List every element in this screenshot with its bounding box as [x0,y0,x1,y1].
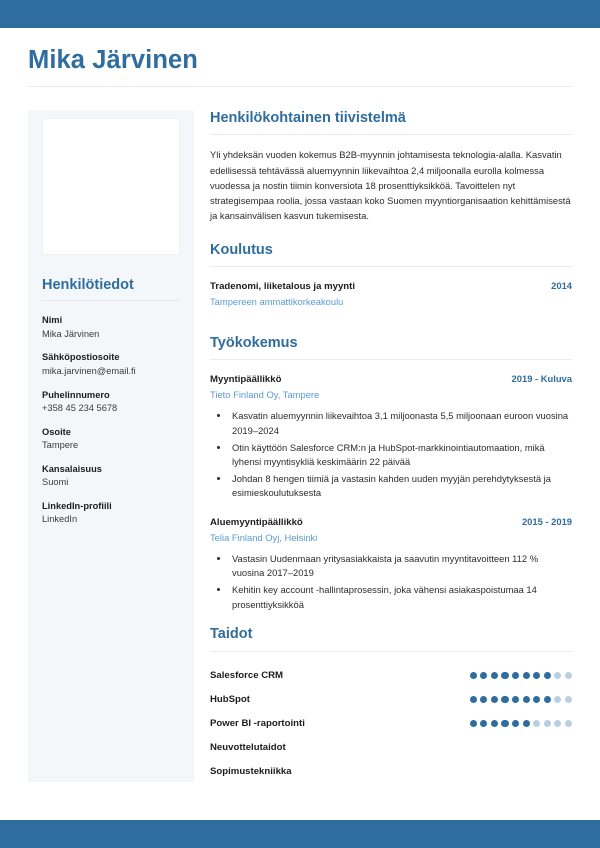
section-divider-summary [210,134,572,135]
summary-text: Yli yhdeksän vuoden kokemus B2B-myynnin johtamisesta teknologia-alalla. Kasvatin edellisessä tehtävässä aluemyynnin liikevaihtoa 2,4 miljoonalla eurolla kolmessa vuodessa ja nostin tiimin konversiota 18 prosenttiyksikköä. Tavoittelen nyt strategisempaa roolia, jossa vastaan koko Suomen myyntiorganisaation kehittämisestä ja kansainvälisen kasvun tukemisesta. [210,149,571,222]
sidebar-section-heading-personal-details: Henkilötiedot [42,277,134,293]
rating-dot-filled [480,672,487,679]
entry-bullet: • Kasvatin aluemyynnin liikevaihtoa 3,1 miljoonasta 5,5 miljoonaan euroon vuosina 2019–2024 [230,409,572,438]
skill-row [210,760,572,784]
skill-row [210,736,572,760]
name-block [28,46,572,87]
entry-date-range: 2014 [551,279,572,291]
spacer-education-experience [210,315,572,335]
personal-detail-field [42,463,180,489]
skill-name: Neuvottelutaidot [210,742,286,754]
rating-dot-filled [480,720,487,727]
skill-rating-dots [470,696,572,703]
rating-dot-filled [491,696,498,703]
entry-bullet: • Vastasin Uudenmaan yritysasiakkaista ja saavutin myyntitavoitteen 112 % vuosina 2017–2019 [230,552,572,581]
rating-dot-filled [523,696,530,703]
experience-entry-list [210,372,572,612]
rating-dot-filled [480,696,487,703]
entry-bullet: • Kehitin key account -hallintaprosessin, joka vähensi asiakaspoistumaa 14 prosenttiyksikköä [230,583,572,612]
rating-dot-filled [512,672,519,679]
entry-organization: Tieto Finland Oy, Tampere [210,389,320,401]
rating-dot-filled [533,696,540,703]
section-heading-summary: Henkilökohtainen tiivistelmä [210,110,406,126]
entry-header-row [210,279,572,294]
section-education [210,242,572,309]
sidebar-heading-divider [42,300,180,301]
personal-detail-value: Mika Järvinen [42,328,100,339]
education-entry [210,279,572,309]
personal-detail-value: mika.jarvinen@email.fi [42,366,136,377]
profile-photo-placeholder[interactable] [42,118,180,255]
personal-detail-label: Puhelinnumero [42,389,110,400]
personal-detail-label: Nimi [42,315,63,326]
rating-dot-empty [554,696,561,703]
rating-dot-filled [470,720,477,727]
section-experience [210,335,572,612]
rating-dot-empty [554,672,561,679]
rating-dot-filled [523,720,530,727]
entry-title: Tradenomi, liiketalous ja myynti [210,280,356,292]
section-divider-experience [210,359,572,360]
entry-date-range: 2019 - Kuluva [511,373,572,385]
rating-dot-filled [512,720,519,727]
entry-title: Aluemyyntipäällikkö [210,516,303,528]
skill-row [210,688,572,712]
entry-header-row [210,515,572,530]
personal-details-list [42,314,180,526]
personal-detail-label: Sähköpostiosoite [42,352,120,363]
skill-row [210,664,572,688]
rating-dot-empty [565,720,572,727]
rating-dot-filled [544,696,551,703]
skill-row [210,712,572,736]
personal-detail-field [42,389,180,415]
personal-detail-value: Suomi [42,477,69,488]
section-heading-education: Koulutus [210,241,273,258]
section-personal-summary [210,110,572,224]
rating-dot-filled [470,696,477,703]
entry-title: Myyntipäällikkö [210,374,282,386]
entry-bullet-list [210,552,572,612]
section-heading-skills: Taidot [210,626,253,643]
rating-dot-filled [523,672,530,679]
section-skills [210,626,572,783]
personal-detail-label: Osoite [42,426,71,437]
personal-detail-label: LinkedIn-profiili [42,500,112,511]
skill-name: Sopimustekniikka [210,766,292,778]
personal-detail-field [42,500,180,526]
education-entry-list [210,279,572,309]
entry-organization: Tampereen ammattikorkeakoulu [210,295,344,307]
entry-date-range: 2015 - 2019 [521,515,572,527]
entry-organization: Telia Finland Oyj, Helsinki [210,531,318,543]
rating-dot-empty [533,720,540,727]
page-title: Mika Järvinen [28,46,198,74]
rating-dot-empty [544,720,551,727]
experience-entry [210,515,572,612]
section-divider-education [210,266,572,267]
sidebar [28,110,194,782]
personal-detail-label: Kansalaisuus [42,463,102,474]
entry-bullet: • Otin käyttöön Salesforce CRM:n ja HubSpot-markkinointiautomaation, mikä lyhensi myyntisykliä keskimäärin 22 päivää [230,441,572,470]
section-divider-skills [210,651,572,652]
entry-bullet-list [210,409,572,500]
entry-header-row [210,372,572,387]
rating-dot-filled [501,696,508,703]
rating-dot-filled [491,672,498,679]
rating-dot-empty [554,720,561,727]
main-column [210,110,572,788]
skill-name: Power BI -raportointi [210,718,305,730]
personal-detail-value: LinkedIn [42,514,78,525]
skill-rating-dots [470,672,572,679]
skill-name: Salesforce CRM [210,670,284,682]
rating-dot-filled [501,672,508,679]
skill-rating-dots [470,720,572,727]
skill-name: HubSpot [210,694,250,706]
entry-bullet: • Johdan 8 hengen tiimiä ja vastasin kahden uuden myyjän perehdytyksestä ja esimieskoulutuksesta [230,472,572,501]
personal-detail-value: +358 45 234 5678 [42,403,118,414]
rating-dot-filled [470,672,477,679]
rating-dot-filled [501,720,508,727]
rating-dot-empty [565,672,572,679]
rating-dot-empty [565,696,572,703]
personal-detail-field [42,351,180,377]
rating-dot-filled [544,672,551,679]
title-divider [28,86,572,87]
footer-color-band [0,820,600,848]
personal-detail-field [42,314,180,340]
rating-dot-filled [512,696,519,703]
personal-detail-field [42,426,180,452]
rating-dot-filled [491,720,498,727]
header-color-band [0,0,600,28]
rating-dot-filled [533,672,540,679]
skill-list [210,664,572,784]
section-heading-experience: Työkokemus [210,334,298,351]
personal-detail-value: Tampere [42,440,79,451]
experience-entry [210,372,572,500]
